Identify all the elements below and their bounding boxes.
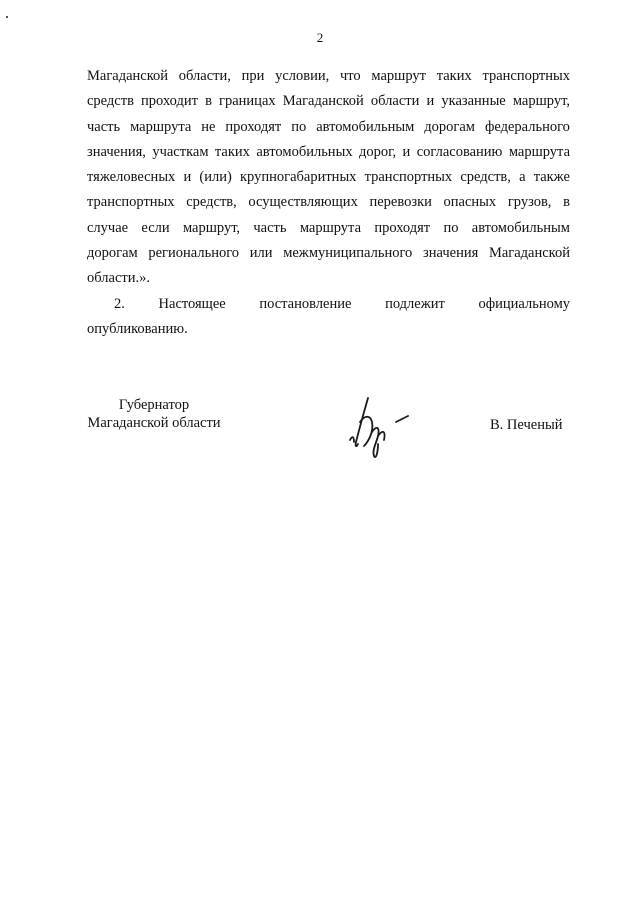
signature-block: [0, 392, 640, 472]
scan-dot-mark: [6, 16, 8, 18]
text-line: средств проходит в границах Магаданской области и указанные маршрут,: [87, 93, 570, 110]
document-body: [87, 64, 570, 342]
signer-title-line-1: Губернатор: [118, 397, 190, 413]
text-line: часть маршрута не проходят по автомобильным дорогам федерального: [87, 118, 570, 135]
signer-title-line-2: Магаданской области: [87, 415, 221, 431]
paragraph-1: [87, 64, 570, 292]
text-line: дорогам регионального или межмуниципального значения Магаданской: [87, 245, 570, 262]
signer-title: [84, 396, 224, 432]
text-line: Магаданской области, при условии, что маршрут таких транспортных: [87, 68, 570, 84]
text-line: опубликованию.: [87, 320, 188, 337]
text-line: транспортных средств, осуществляющих перевозки опасных грузов, в: [87, 194, 570, 211]
text-line: тяжеловесных и (или) крупногабаритных транспортных средств, а также: [87, 169, 570, 186]
text-line: области.».: [87, 270, 150, 287]
text-line: значения, участкам таких автомобильных дорог, и согласованию маршрута: [87, 143, 570, 160]
paragraph-2: [87, 292, 570, 343]
signer-name: В. Печеный: [490, 417, 563, 433]
page-number: 2: [316, 30, 324, 45]
text-line: случае если маршрут, часть маршрута проходят по автомобильным: [87, 219, 570, 236]
text-line: 2. Настоящее постановление подлежит официальному: [114, 295, 570, 312]
handwritten-signature: [338, 392, 418, 464]
